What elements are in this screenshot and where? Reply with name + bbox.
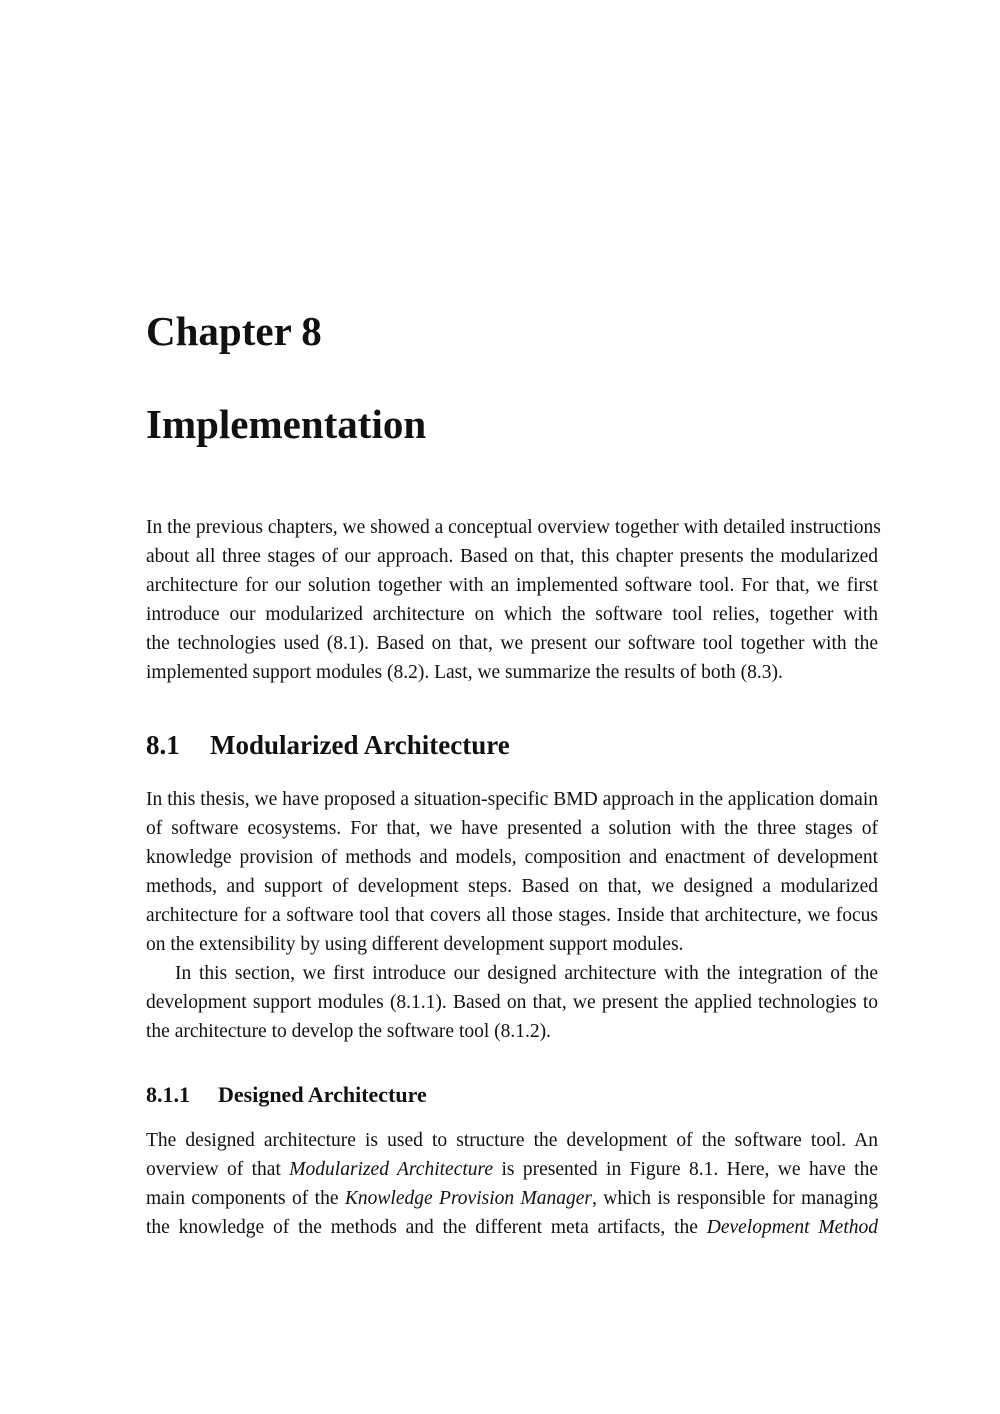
section-number: 8.1 — [146, 730, 180, 760]
text-line: implemented support modules (8.2). Last, we summarize the results of both (8.3). — [146, 662, 783, 683]
text-line: about all three stages of our approach. Based on that, this chapter presents the modularized — [146, 546, 878, 567]
text-run: is presented in Figure 8.1. Here, we have the — [493, 1159, 878, 1180]
text-line: architecture for our solution together with an implemented software tool. For that, we first — [146, 575, 878, 596]
text-line: The designed architecture is used to structure the development of the software tool. An — [146, 1130, 878, 1151]
text-run: main components of the — [146, 1188, 345, 1209]
emphasis-term: Development Method — [706, 1217, 878, 1238]
text-line: knowledge provision of methods and models, composition and enactment of development — [146, 847, 878, 868]
text-line: introduce our modularized architecture on which the software tool relies, together with — [146, 604, 878, 625]
text-line — [146, 1184, 878, 1213]
text-run: overview of that — [146, 1159, 290, 1180]
subsection-paragraph — [146, 1126, 878, 1242]
text-run: , which is responsible for managing — [592, 1188, 878, 1209]
section-heading — [146, 727, 510, 763]
text-line: In this thesis, we have proposed a situation-specific BMD approach in the application domain — [146, 789, 878, 810]
text-run: the knowledge of the methods and the different meta artifacts, the — [146, 1217, 707, 1238]
subsection-number: 8.1.1 — [146, 1082, 190, 1107]
text-line: methods, and support of development steps. Based on that, we designed a modularized — [146, 876, 878, 897]
subsection-title: Designed Architecture — [218, 1082, 427, 1107]
emphasis-term: Modularized Architecture — [289, 1159, 494, 1180]
text-line: In this section, we first introduce our designed architecture with the integration of the — [175, 963, 878, 984]
subsection-heading — [146, 1080, 427, 1110]
text-line: architecture for a software tool that covers all those stages. Inside that architecture, we focus — [146, 905, 878, 926]
text-line: on the extensibility by using different development support modules. — [146, 934, 684, 955]
section-paragraph-1 — [146, 785, 878, 959]
text-line: of software ecosystems. For that, we have presented a solution with the three stages of — [146, 818, 878, 839]
intro-paragraph — [146, 513, 881, 687]
text-line: development support modules (8.1.1). Based on that, we present the applied technologies to — [146, 992, 878, 1013]
text-line: In the previous chapters, we showed a conceptual overview together with detailed instructions — [146, 517, 881, 538]
chapter-label: Chapter 8 — [146, 308, 322, 354]
text-line: the technologies used (8.1). Based on that, we present our software tool together with the — [146, 633, 878, 654]
section-paragraph-2 — [146, 959, 878, 1046]
text-line — [146, 1213, 878, 1242]
section-title: Modularized Architecture — [210, 730, 510, 760]
text-line — [146, 1155, 878, 1184]
emphasis-term: Knowledge Provision Manager — [344, 1188, 593, 1209]
chapter-title: Implementation — [146, 401, 427, 447]
text-line: the architecture to develop the software tool (8.1.2). — [146, 1021, 552, 1042]
